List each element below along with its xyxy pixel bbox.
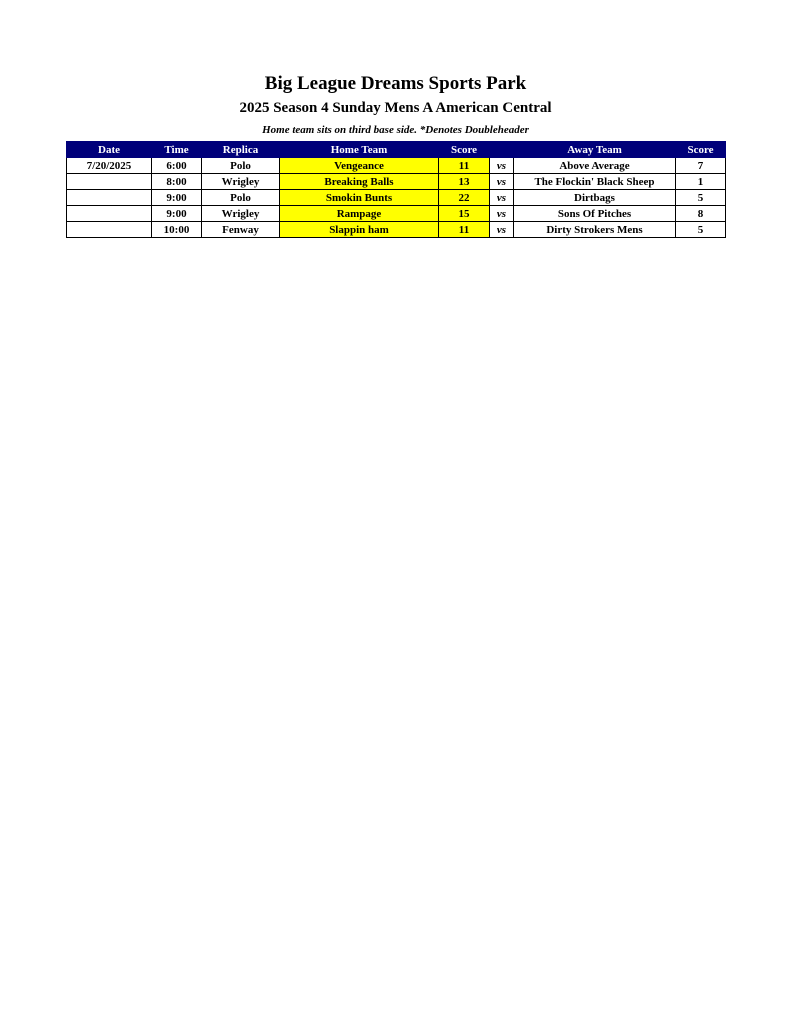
cell-replica: Polo	[202, 158, 280, 174]
header-away-team: Away Team	[514, 142, 676, 158]
cell-time: 10:00	[152, 222, 202, 238]
cell-home-score: 13	[439, 174, 490, 190]
cell-away-score: 5	[676, 190, 726, 206]
cell-time: 6:00	[152, 158, 202, 174]
cell-home-team: Smokin Bunts	[280, 190, 439, 206]
table-row	[67, 174, 726, 190]
cell-replica: Fenway	[202, 222, 280, 238]
page-title: Big League Dreams Sports Park	[264, 73, 527, 94]
cell-date	[67, 206, 152, 222]
table-row	[67, 158, 726, 174]
cell-replica: Polo	[202, 190, 280, 206]
cell-home-score: 11	[439, 222, 490, 238]
cell-date	[67, 190, 152, 206]
table-row	[67, 222, 726, 238]
cell-home-team: Breaking Balls	[280, 174, 439, 190]
cell-home-team: Vengeance	[280, 158, 439, 174]
cell-date	[67, 222, 152, 238]
cell-away-team: Sons Of Pitches	[514, 206, 676, 222]
cell-away-score: 1	[676, 174, 726, 190]
schedule-note: Home team sits on third base side. *Denotes Doubleheader	[262, 124, 529, 136]
header-home-score: Score	[439, 142, 490, 158]
cell-away-team: Dirty Strokers Mens	[514, 222, 676, 238]
cell-away-score: 7	[676, 158, 726, 174]
cell-away-team: Dirtbags	[514, 190, 676, 206]
header-vs	[490, 142, 514, 158]
cell-time: 9:00	[152, 190, 202, 206]
cell-date	[67, 174, 152, 190]
cell-time: 8:00	[152, 174, 202, 190]
header-time: Time	[152, 142, 202, 158]
cell-time: 9:00	[152, 206, 202, 222]
cell-vs: vs	[490, 222, 514, 238]
header-home-team: Home Team	[280, 142, 439, 158]
schedule-table	[66, 141, 726, 238]
table-row	[67, 206, 726, 222]
header-replica: Replica	[202, 142, 280, 158]
page-subtitle: 2025 Season 4 Sunday Mens A American Central	[239, 100, 552, 116]
cell-replica: Wrigley	[202, 174, 280, 190]
cell-replica: Wrigley	[202, 206, 280, 222]
cell-home-score: 15	[439, 206, 490, 222]
cell-date: 7/20/2025	[67, 158, 152, 174]
cell-vs: vs	[490, 206, 514, 222]
header-row	[67, 142, 726, 158]
cell-vs: vs	[490, 190, 514, 206]
cell-away-score: 5	[676, 222, 726, 238]
cell-home-score: 22	[439, 190, 490, 206]
cell-home-team: Slappin ham	[280, 222, 439, 238]
cell-away-score: 8	[676, 206, 726, 222]
cell-vs: vs	[490, 174, 514, 190]
header-date: Date	[67, 142, 152, 158]
header-away-score: Score	[676, 142, 726, 158]
cell-away-team: Above Average	[514, 158, 676, 174]
cell-away-team: The Flockin' Black Sheep	[514, 174, 676, 190]
table-row	[67, 190, 726, 206]
cell-home-score: 11	[439, 158, 490, 174]
cell-home-team: Rampage	[280, 206, 439, 222]
cell-vs: vs	[490, 158, 514, 174]
